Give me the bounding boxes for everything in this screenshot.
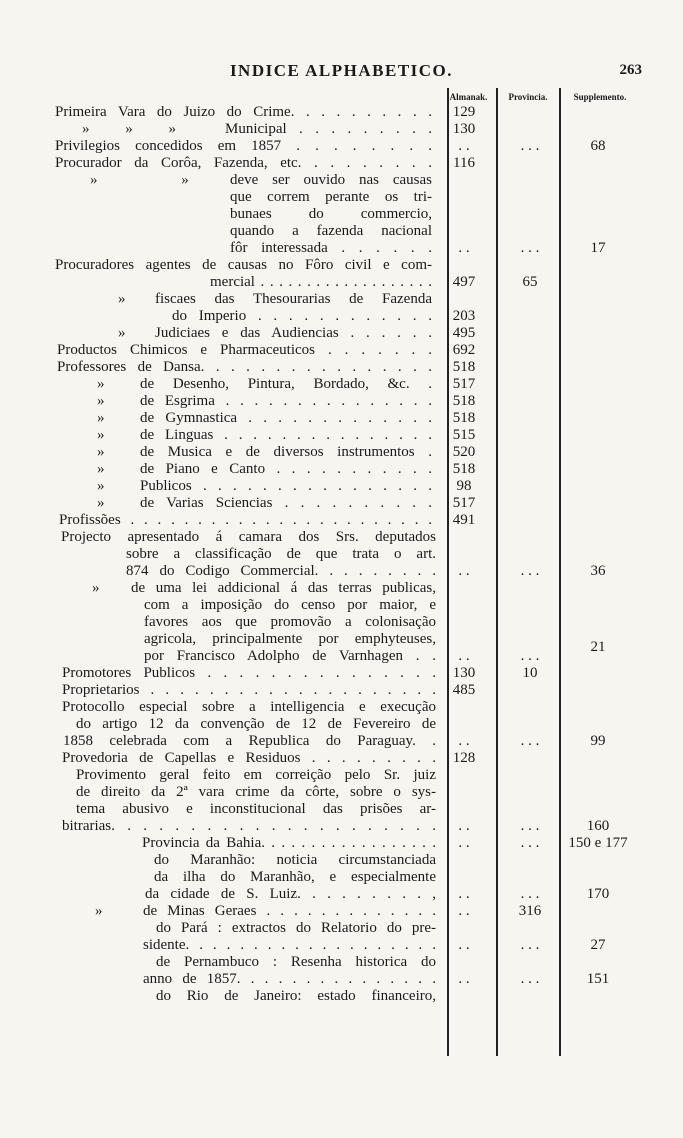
- provincia-value: . . .: [520, 240, 540, 256]
- entry-label: Municipal . . . . . . . . .: [225, 121, 432, 137]
- ditto-mark: »: [97, 444, 105, 460]
- entry-label: Profissões . . . . . . . . . . . . . . . . . . . . . . .: [59, 512, 432, 528]
- index-entry: [0, 444, 683, 461]
- entry-label: fiscaes das Thesourarias de Fazenda: [155, 291, 432, 307]
- provincia-value: . . .: [520, 648, 540, 664]
- almanak-value: 129: [452, 104, 476, 120]
- index-entry: [0, 733, 683, 750]
- entry-label: de Pernambuco : Resenha historica do: [156, 954, 436, 970]
- almanak-value: . .: [458, 818, 470, 834]
- index-entry: [0, 393, 683, 410]
- almanak-value: 116: [453, 155, 475, 171]
- almanak-value: 491: [452, 512, 476, 528]
- almanak-value: 520: [452, 444, 476, 460]
- almanak-value: 485: [452, 682, 476, 698]
- index-entry: [0, 410, 683, 427]
- entry-label: sidente. . . . . . . . . . . . . . . . . . .: [143, 937, 436, 953]
- index-entry: [0, 342, 683, 359]
- provincia-value: . . .: [520, 563, 540, 579]
- entry-label: de Varias Sciencias . . . . . . . . . .: [140, 495, 432, 511]
- ditto-mark: »: [97, 427, 105, 443]
- index-entry: [0, 274, 683, 291]
- almanak-value: 203: [452, 308, 476, 324]
- almanak-value: 692: [452, 342, 476, 358]
- index-entry: [0, 121, 683, 138]
- entry-label: de direito da 2ª vara crime da côrte, sobre o sys-: [76, 784, 436, 800]
- ditto-mark: »: [92, 580, 100, 596]
- ditto-mark: »: [97, 393, 105, 409]
- almanak-value: 495: [452, 325, 476, 341]
- almanak-value: . .: [458, 903, 470, 919]
- almanak-value: 518: [452, 461, 476, 477]
- index-entry: [0, 869, 683, 886]
- index-entry: [0, 971, 683, 988]
- almanak-value: . .: [458, 563, 470, 579]
- page-number: 263: [619, 62, 642, 78]
- supplemento-value: 17: [590, 240, 606, 256]
- entry-label: bunaes do commercio,: [230, 206, 432, 222]
- index-entry: [0, 767, 683, 784]
- supplemento-value: 160: [586, 818, 610, 834]
- almanak-value: . .: [458, 886, 470, 902]
- index-entry: [0, 920, 683, 937]
- index-entry: [0, 308, 683, 325]
- entry-label: Procurador da Corôa, Fazenda, etc. . . . . . . . .: [55, 155, 432, 171]
- index-entry: [0, 172, 683, 189]
- entry-label: de Minas Geraes . . . . . . . . . . . . .: [143, 903, 436, 919]
- entry-label: Proprietarios . . . . . . . . . . . . . . . . . . . .: [62, 682, 436, 698]
- supplemento-value: 21: [590, 639, 606, 655]
- index-entry: [0, 359, 683, 376]
- supplemento-value: 150 e 177: [568, 835, 628, 851]
- entry-label: que correm perante os tri-: [230, 189, 432, 205]
- ditto-mark: » » »: [82, 121, 176, 137]
- entry-label: 874 do Codigo Commercial. . . . . . . . .: [126, 563, 436, 579]
- entry-label: 1858 celebrada com a Republica do Paraguay. .: [63, 733, 436, 749]
- supplemento-value: 151: [586, 971, 610, 987]
- index-entry: [0, 529, 683, 546]
- provincia-value: . . .: [520, 733, 540, 749]
- almanak-value: . .: [458, 971, 470, 987]
- almanak-value: 130: [452, 665, 476, 681]
- index-entry: [0, 223, 683, 240]
- almanak-value: 518: [452, 359, 476, 375]
- entry-label: Publicos . . . . . . . . . . . . . . . .: [140, 478, 432, 494]
- index-entry: [0, 478, 683, 495]
- almanak-value: . .: [458, 733, 470, 749]
- page-title: INDICE ALPHABETICO.: [229, 61, 454, 80]
- index-entry: [0, 682, 683, 699]
- ditto-mark: »: [118, 325, 126, 341]
- entry-label: agricola, principalmente por emphyteuses,: [144, 631, 436, 647]
- entry-label: da cidade de S. Luiz. . . . . . . . . ,: [145, 886, 436, 902]
- almanak-value: . .: [458, 648, 470, 664]
- index-entry: [0, 189, 683, 206]
- index-entry: [0, 325, 683, 342]
- entry-label: de Linguas . . . . . . . . . . . . . . .: [140, 427, 432, 443]
- entry-label: bitrarias. . . . . . . . . . . . . . . . . . . . .: [62, 818, 436, 834]
- provincia-value: . . .: [520, 138, 540, 154]
- index-entry: [0, 903, 683, 920]
- supplemento-value: 36: [590, 563, 606, 579]
- index-entry: [0, 155, 683, 172]
- index-entry: [0, 716, 683, 733]
- provincia-value: . . .: [520, 886, 540, 902]
- ditto-mark: »: [118, 291, 126, 307]
- index-entry: [0, 614, 683, 631]
- index-entry: [0, 138, 683, 155]
- index-entry: [0, 376, 683, 393]
- index-entry: [0, 206, 683, 223]
- provincia-value: . . .: [520, 818, 540, 834]
- entry-label: da ilha do Maranhão, e especialmente: [154, 869, 436, 885]
- column-header-supplemento: Supplemento.: [573, 92, 627, 102]
- supplemento-value: 27: [590, 937, 606, 953]
- index-entry: [0, 818, 683, 835]
- entry-label: mercial . . . . . . . . . . . . . . . . . . .: [210, 274, 432, 290]
- index-entry: [0, 648, 683, 665]
- supplemento-value: 99: [590, 733, 606, 749]
- index-entry: [0, 937, 683, 954]
- entry-label: Procuradores agentes de causas no Fôro civil e com-: [55, 257, 432, 273]
- index-entry: [0, 665, 683, 682]
- entry-label: Privilegios concedidos em 1857 . . . . . . . .: [55, 138, 432, 154]
- entry-label: Promotores Publicos . . . . . . . . . . . . . . .: [62, 665, 436, 681]
- index-entry: [0, 801, 683, 818]
- entry-label: Protocollo especial sobre a intelligencia e execução: [62, 699, 436, 715]
- index-entry: [0, 631, 683, 655]
- almanak-value: 515: [452, 427, 476, 443]
- entry-label: de Gymnastica . . . . . . . . . . . . .: [140, 410, 432, 426]
- entry-label: sobre a classificação de que trata o art.: [126, 546, 436, 562]
- almanak-value: 497: [452, 274, 476, 290]
- provincia-value: 10: [522, 665, 538, 681]
- index-entry: [0, 104, 683, 121]
- index-entry: [0, 461, 683, 478]
- entry-label: Provedoria de Capellas e Residuos . . . . . . . . .: [62, 750, 436, 766]
- index-entry: [0, 886, 683, 903]
- entry-label: do Imperio . . . . . . . . . . . .: [172, 308, 432, 324]
- entry-label: Projecto apresentado á camara dos Srs. deputados: [61, 529, 436, 545]
- entry-label: de Desenho, Pintura, Bordado, &c. .: [140, 376, 432, 392]
- ditto-mark: »: [95, 903, 103, 919]
- index-entry: [0, 750, 683, 767]
- entry-label: Provimento geral feito em correição pelo Sr. juiz: [76, 767, 436, 783]
- supplemento-value: 170: [586, 886, 610, 902]
- almanak-value: 517: [452, 495, 476, 511]
- index-entry: [0, 699, 683, 716]
- index-entry: [0, 495, 683, 512]
- almanak-value: . .: [458, 937, 470, 953]
- provincia-value: 65: [522, 274, 538, 290]
- provincia-value: . . .: [520, 835, 540, 851]
- entry-label: do Pará : extractos do Relatorio do pre-: [156, 920, 436, 936]
- index-entry: [0, 580, 683, 597]
- entry-label: de Esgrima . . . . . . . . . . . . . . .: [140, 393, 432, 409]
- almanak-value: . .: [458, 240, 470, 256]
- entry-label: tema abusivo e inconstitucional das prisões ar-: [76, 801, 436, 817]
- index-entry: [0, 240, 683, 257]
- index-entry: [0, 597, 683, 614]
- provincia-value: 316: [518, 903, 542, 919]
- index-entry: [0, 257, 683, 274]
- ditto-mark: »: [97, 410, 105, 426]
- supplemento-value: 68: [590, 138, 606, 154]
- column-header-almanak: Almanak.: [449, 92, 488, 102]
- ditto-mark: »: [97, 376, 105, 392]
- index-entry: [0, 852, 683, 869]
- entry-label: Provincia da Bahia. . . . . . . . . . . . . . . . . .: [142, 835, 436, 851]
- page-header: [0, 61, 683, 83]
- ditto-mark: »: [97, 495, 105, 511]
- almanak-value: 98: [456, 478, 472, 494]
- index-entry: [0, 291, 683, 308]
- almanak-value: 518: [452, 393, 476, 409]
- almanak-value: 128: [452, 750, 476, 766]
- index-entry: [0, 512, 683, 529]
- ditto-mark: »: [97, 478, 105, 494]
- entry-label: favores aos que promovão a colonisação: [144, 614, 436, 630]
- column-header-provincia: Provincia.: [508, 92, 548, 102]
- entry-label: quando a fazenda nacional: [230, 223, 432, 239]
- provincia-value: . . .: [520, 937, 540, 953]
- almanak-value: . .: [458, 835, 470, 851]
- ditto-mark: » »: [90, 172, 189, 188]
- entry-label: Productos Chimicos e Pharmaceuticos . . . . . . .: [57, 342, 432, 358]
- index-entry: [0, 954, 683, 971]
- almanak-value: 518: [452, 410, 476, 426]
- almanak-value: . .: [458, 138, 470, 154]
- index-entry: [0, 988, 683, 1005]
- entry-label: deve ser ouvido nas causas: [230, 172, 432, 188]
- index-entry: [0, 835, 683, 852]
- entry-label: do Rio de Janeiro: estado financeiro,: [156, 988, 436, 1004]
- index-entry: [0, 563, 683, 580]
- almanak-value: 517: [452, 376, 476, 392]
- entry-label: fôr interessada . . . . . .: [230, 240, 432, 256]
- entry-label: Professores de Dansa. . . . . . . . . . . . . . . .: [57, 359, 432, 375]
- entry-label: do Maranhão: noticia circumstanciada: [154, 852, 436, 868]
- entry-label: Judiciaes e das Audiencias . . . . . .: [155, 325, 432, 341]
- entry-label: com a imposição do censo por maior, e: [144, 597, 436, 613]
- entry-label: de Musica e de diversos instrumentos .: [140, 444, 432, 460]
- index-entry: [0, 546, 683, 563]
- entry-label: Primeira Vara do Juizo do Crime. . . . . . . . . .: [55, 104, 432, 120]
- ditto-mark: »: [97, 461, 105, 477]
- entry-label: de uma lei addicional á das terras publicas,: [131, 580, 436, 596]
- provincia-value: . . .: [520, 971, 540, 987]
- entry-label: anno de 1857. . . . . . . . . . . . . . .: [143, 971, 436, 987]
- index-entry: [0, 427, 683, 444]
- entry-label: de Piano e Canto . . . . . . . . . . .: [140, 461, 432, 477]
- almanak-value: 130: [452, 121, 476, 137]
- index-entry: [0, 784, 683, 801]
- entry-label: por Francisco Adolpho de Varnhagen . .: [144, 648, 436, 664]
- entry-label: do artigo 12 da convenção de 12 de Fevereiro de: [76, 716, 436, 732]
